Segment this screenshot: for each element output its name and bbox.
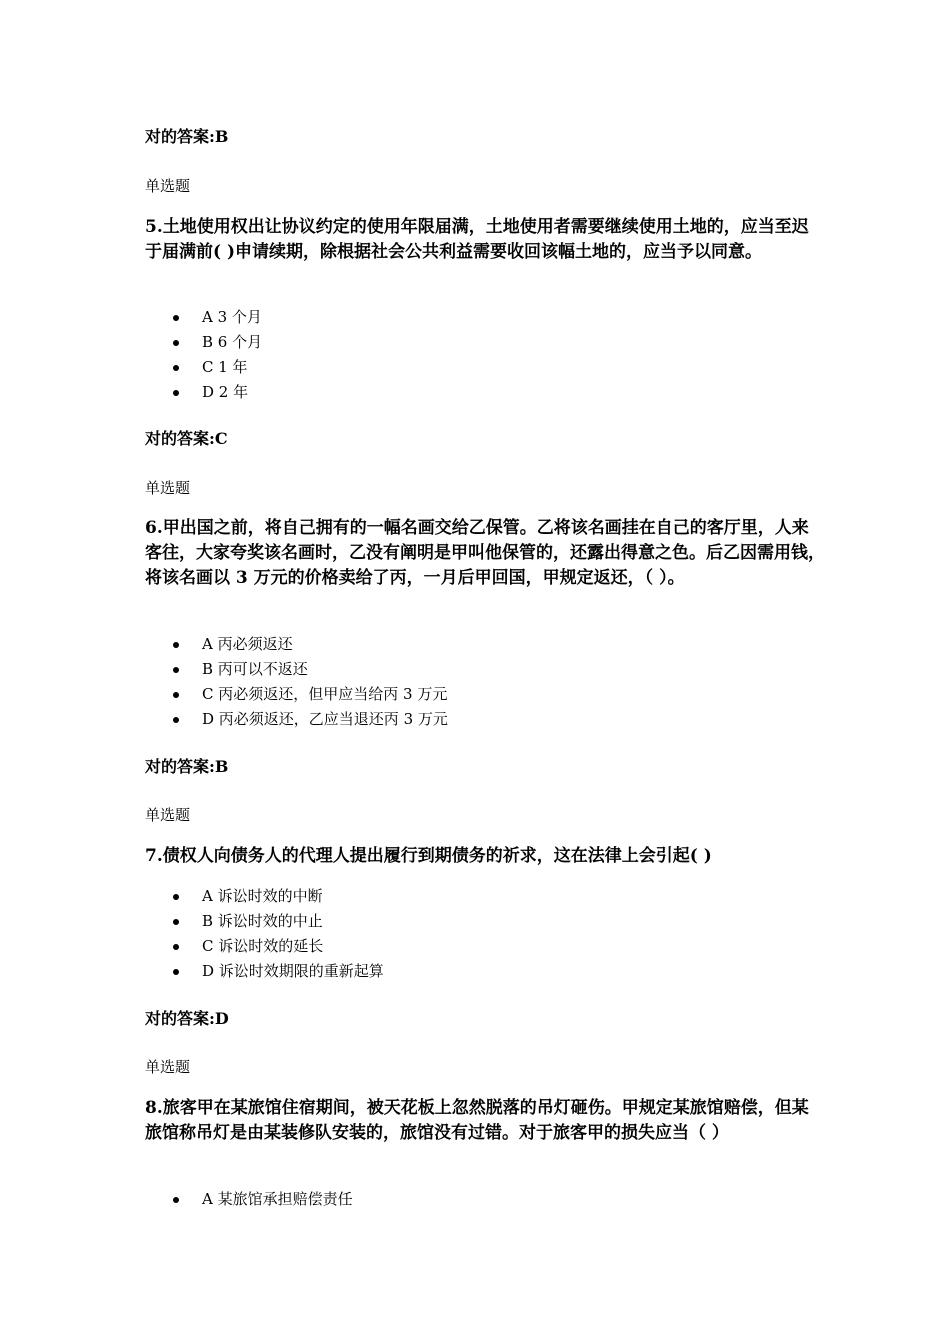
option-item: D 2 年 [145, 380, 262, 405]
answer-label: 对的答案:B [145, 127, 229, 146]
option-item: A 某旅馆承担赔偿责任 [145, 1187, 353, 1212]
option-item: B 诉讼时效的中止 [145, 909, 384, 934]
bullet-icon [173, 315, 179, 321]
bullet-icon [173, 692, 179, 698]
question-text: 5.土地使用权出让协议约定的使用年限届满，土地使用者需要继续使用土地的，应当至迟于届满前( )申请续期，除根据社会公共利益需要收回该幅土地的，应当予以同意。 [145, 217, 809, 262]
bullet-icon [173, 340, 179, 346]
option-item: A 诉讼时效的中断 [145, 884, 384, 909]
bullet-icon [173, 642, 179, 648]
option-item: B 丙可以不返还 [145, 657, 448, 682]
option-item: A 3 个月 [145, 305, 262, 330]
option-item: C 1 年 [145, 355, 262, 380]
bullet-icon [173, 919, 179, 925]
question-type: 单选题 [145, 177, 191, 195]
option-item: A 丙必须返还 [145, 632, 448, 657]
bullet-icon [173, 390, 179, 396]
bullet-icon [173, 365, 179, 371]
question-text: 8.旅客甲在某旅馆住宿期间，被天花板上忽然脱落的吊灯砸伤。甲规定某旅馆赔偿，但某旅馆称吊灯是由某装修队安装的，旅馆没有过错。对于旅客甲的损失应当（ ） [145, 1098, 809, 1143]
question-type: 单选题 [145, 479, 191, 497]
bullet-icon [173, 1197, 179, 1203]
bullet-icon [173, 717, 179, 723]
bullet-icon [173, 667, 179, 673]
option-item: C 诉讼时效的延长 [145, 934, 384, 959]
option-item: D 诉讼时效期限的重新起算 [145, 959, 384, 984]
question-text: 7.债权人向债务人的代理人提出履行到期债务的祈求，这在法律上会引起( ) [145, 846, 712, 866]
question-type: 单选题 [145, 1058, 191, 1076]
answer-label: 对的答案:C [145, 429, 228, 448]
answer-label: 对的答案:B [145, 757, 229, 776]
option-list [145, 884, 384, 984]
option-item: B 6 个月 [145, 330, 262, 355]
question-type: 单选题 [145, 806, 191, 824]
option-list [145, 1187, 353, 1212]
bullet-icon [173, 969, 179, 975]
option-list [145, 632, 448, 732]
answer-label: 对的答案:D [145, 1009, 229, 1028]
option-item: D 丙必须返还，乙应当退还丙 3 万元 [145, 707, 448, 732]
question-text: 6.甲出国之前，将自己拥有的一幅名画交给乙保管。乙将该名画挂在自己的客厅里，人来客往，大家夸奖该名画时，乙没有阐明是甲叫他保管的，还露出得意之色。后乙因需用钱，将该名画以 3 万元的价格卖给了丙，一月后甲回国，甲规定返还，（ ）。 [145, 518, 825, 588]
bullet-icon [173, 894, 179, 900]
bullet-icon [173, 944, 179, 950]
option-item: C 丙必须返还，但甲应当给丙 3 万元 [145, 682, 448, 707]
option-list [145, 305, 262, 405]
